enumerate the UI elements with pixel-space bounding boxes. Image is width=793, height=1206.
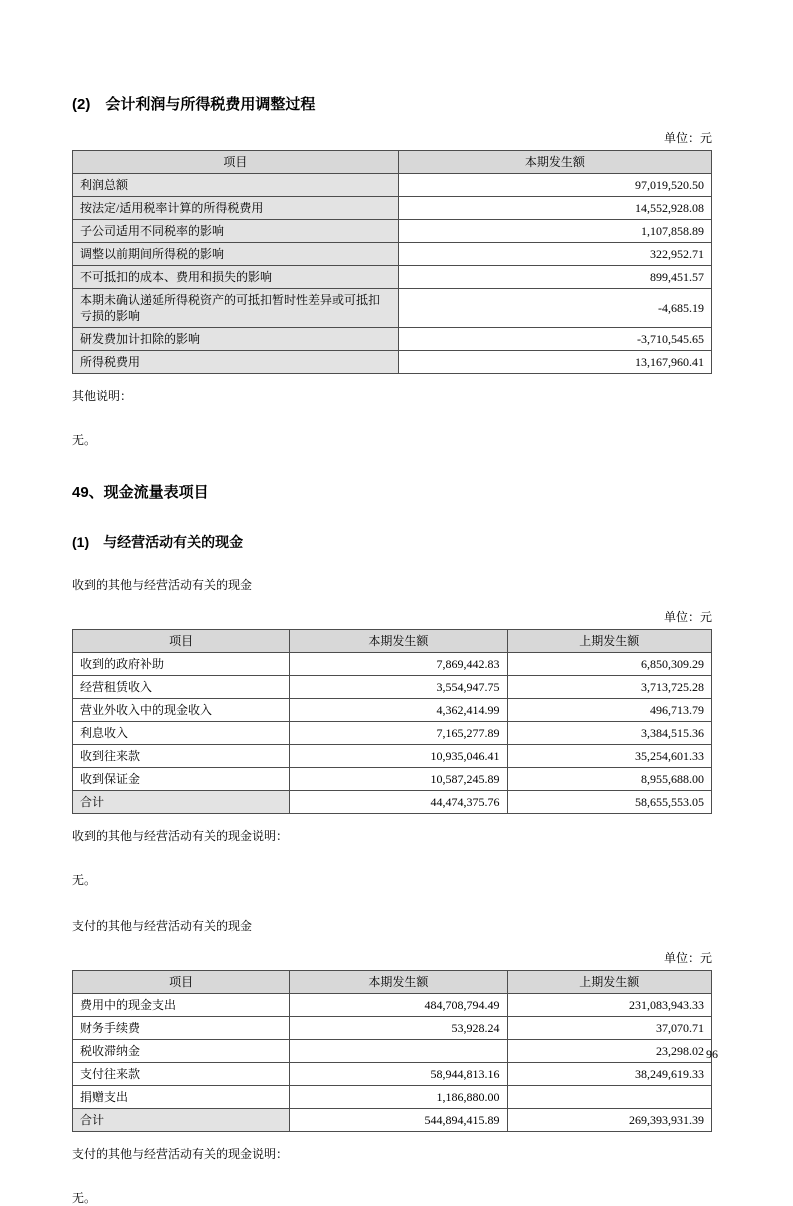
value-cell: 6,850,309.29 <box>507 653 712 676</box>
value-cell: 58,944,813.16 <box>290 1063 507 1086</box>
table-row <box>73 174 712 197</box>
value-cell: 7,165,277.89 <box>290 722 507 745</box>
column-header: 本期发生额 <box>398 151 711 174</box>
unit-label: 单位：元 <box>663 951 712 965</box>
item-cell: 合计 <box>73 1109 290 1132</box>
value-cell: 35,254,601.33 <box>507 745 712 768</box>
item-cell: 收到保证金 <box>73 768 290 791</box>
table-row <box>73 745 712 768</box>
value-cell: 38,249,619.33 <box>507 1063 712 1086</box>
item-cell: 收到的政府补助 <box>73 653 290 676</box>
column-header: 项目 <box>73 151 399 174</box>
received-cash-caption: 收到的其他与经营活动有关的现金 <box>72 578 253 592</box>
value-cell: 484,708,794.49 <box>290 994 507 1017</box>
value-cell: 544,894,415.89 <box>290 1109 507 1132</box>
received-cash-table <box>72 629 712 814</box>
value-cell: 496,713.79 <box>507 699 712 722</box>
table-row <box>73 791 712 814</box>
value-cell <box>507 1086 712 1109</box>
table-row <box>73 289 712 328</box>
value-cell <box>290 1040 507 1063</box>
table-row <box>73 699 712 722</box>
item-cell: 研发费加计扣除的影响 <box>73 328 399 351</box>
paid-cash-caption: 支付的其他与经营活动有关的现金 <box>72 919 253 933</box>
item-cell: 支付往来款 <box>73 1063 290 1086</box>
value-cell: 53,928.24 <box>290 1017 507 1040</box>
table-row <box>73 768 712 791</box>
table-row <box>73 722 712 745</box>
item-cell: 本期未确认递延所得税资产的可抵扣暂时性差异或可抵扣亏损的影响 <box>73 289 399 328</box>
item-cell: 捐赠支出 <box>73 1086 290 1109</box>
value-cell: 899,451.57 <box>398 266 711 289</box>
value-cell: 3,713,725.28 <box>507 676 712 699</box>
column-header: 项目 <box>73 971 290 994</box>
value-cell: 231,083,943.33 <box>507 994 712 1017</box>
item-cell: 费用中的现金支出 <box>73 994 290 1017</box>
value-cell: 10,587,245.89 <box>290 768 507 791</box>
table-row <box>73 994 712 1017</box>
value-cell: 97,019,520.50 <box>398 174 711 197</box>
paid-cash-note-label: 支付的其他与经营活动有关的现金说明： <box>72 1147 289 1161</box>
value-cell: 269,393,931.39 <box>507 1109 712 1132</box>
received-cash-note-label: 收到的其他与经营活动有关的现金说明： <box>72 829 289 843</box>
item-cell: 按法定/适用税率计算的所得税费用 <box>73 197 399 220</box>
table-row <box>73 653 712 676</box>
table-row <box>73 676 712 699</box>
table-row <box>73 220 712 243</box>
unit-label: 单位：元 <box>663 131 712 145</box>
value-cell: 13,167,960.41 <box>398 351 711 374</box>
table-row <box>73 328 712 351</box>
unit-label: 单位：元 <box>663 610 712 624</box>
value-cell: 4,362,414.99 <box>290 699 507 722</box>
value-cell: -4,685.19 <box>398 289 711 328</box>
table-header-row <box>73 151 712 174</box>
other-note-label: 其他说明： <box>72 389 133 403</box>
table-row <box>73 351 712 374</box>
item-cell: 调整以前期间所得税的影响 <box>73 243 399 266</box>
section-heading-tax-adjustment: (2) 会计利润与所得税费用调整过程 <box>72 96 316 113</box>
value-cell: 37,070.71 <box>507 1017 712 1040</box>
table-header-row <box>73 971 712 994</box>
value-cell: 1,186,880.00 <box>290 1086 507 1109</box>
item-cell: 利润总额 <box>73 174 399 197</box>
item-cell: 财务手续费 <box>73 1017 290 1040</box>
column-header: 项目 <box>73 630 290 653</box>
subsection-heading-operating-cash: (1) 与经营活动有关的现金 <box>72 534 244 550</box>
section-heading-cashflow-items: 49、现金流量表项目 <box>72 484 209 501</box>
column-header: 上期发生额 <box>507 630 712 653</box>
tax-adjustment-table <box>72 150 712 374</box>
data-table <box>72 150 712 374</box>
item-cell: 子公司适用不同税率的影响 <box>73 220 399 243</box>
item-cell: 税收滞纳金 <box>73 1040 290 1063</box>
value-cell: 3,554,947.75 <box>290 676 507 699</box>
item-cell: 营业外收入中的现金收入 <box>73 699 290 722</box>
table-row <box>73 1063 712 1086</box>
value-cell: 3,384,515.36 <box>507 722 712 745</box>
column-header: 本期发生额 <box>290 971 507 994</box>
table-row <box>73 197 712 220</box>
item-cell: 不可抵扣的成本、费用和损失的影响 <box>73 266 399 289</box>
item-cell: 所得税费用 <box>73 351 399 374</box>
column-header: 上期发生额 <box>507 971 712 994</box>
value-cell: 23,298.02 <box>507 1040 712 1063</box>
paid-cash-table <box>72 970 712 1132</box>
item-cell: 经营租赁收入 <box>73 676 290 699</box>
page-number: 96 <box>706 1047 718 1061</box>
item-cell: 合计 <box>73 791 290 814</box>
table-row <box>73 1040 712 1063</box>
value-cell: 7,869,442.83 <box>290 653 507 676</box>
table-row <box>73 1109 712 1132</box>
other-note-value: 无。 <box>72 433 97 447</box>
received-cash-note-value: 无。 <box>72 873 97 887</box>
value-cell: 58,655,553.05 <box>507 791 712 814</box>
value-cell: 322,952.71 <box>398 243 711 266</box>
table-row <box>73 266 712 289</box>
table-row <box>73 1086 712 1109</box>
item-cell: 收到往来款 <box>73 745 290 768</box>
data-table <box>72 970 712 1132</box>
table-row <box>73 1017 712 1040</box>
table-row <box>73 243 712 266</box>
column-header: 本期发生额 <box>290 630 507 653</box>
value-cell: 44,474,375.76 <box>290 791 507 814</box>
value-cell: 14,552,928.08 <box>398 197 711 220</box>
data-table <box>72 629 712 814</box>
item-cell: 利息收入 <box>73 722 290 745</box>
value-cell: 10,935,046.41 <box>290 745 507 768</box>
paid-cash-note-value: 无。 <box>72 1191 97 1205</box>
value-cell: 1,107,858.89 <box>398 220 711 243</box>
value-cell: -3,710,545.65 <box>398 328 711 351</box>
table-header-row <box>73 630 712 653</box>
value-cell: 8,955,688.00 <box>507 768 712 791</box>
